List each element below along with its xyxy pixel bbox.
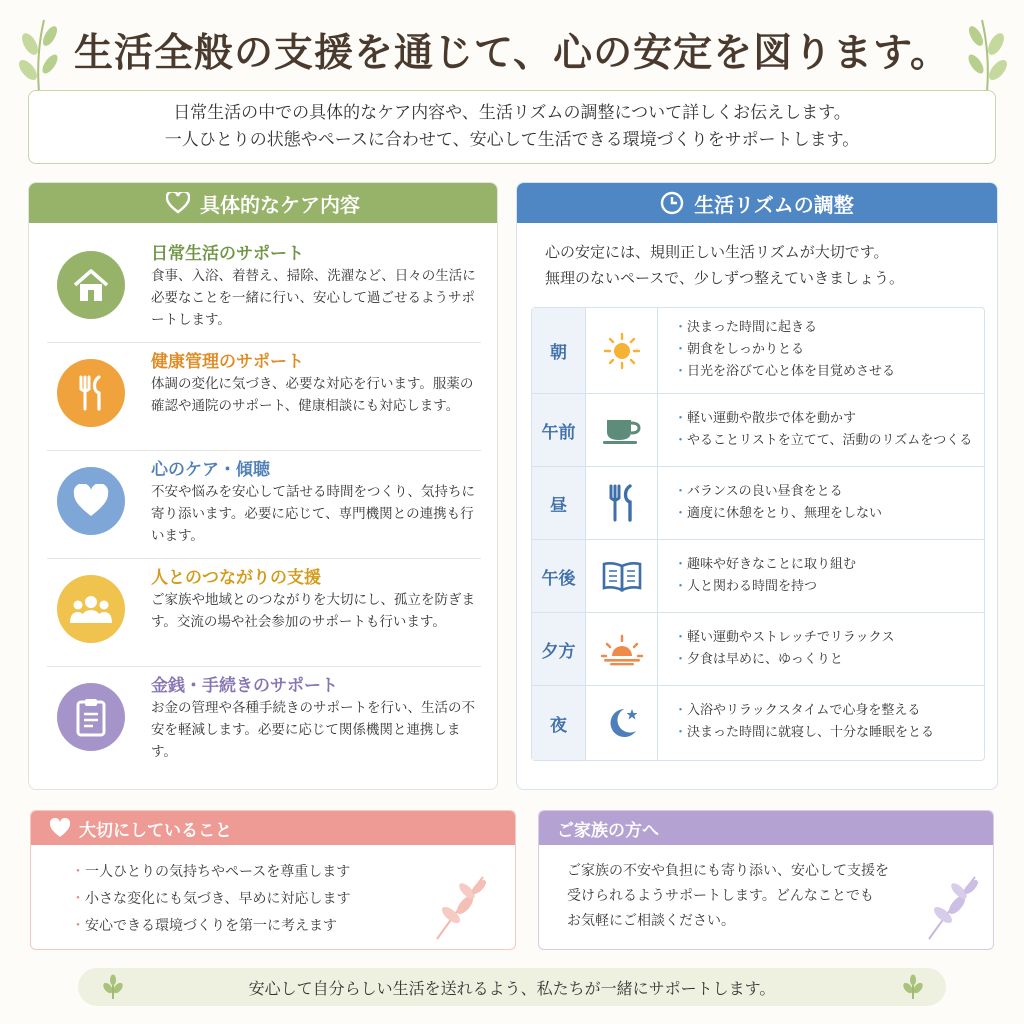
heart-icon [49, 818, 71, 838]
rhythm-row-items [674, 700, 934, 744]
rhythm-item: ・ 朝食をしっかりとる [674, 339, 895, 361]
important-item: ・ 安心できる環境づくりを第一に考えます [71, 913, 350, 940]
rhythm-row-items [674, 481, 882, 525]
leaf-sprig-icon [923, 871, 983, 943]
family-line-2: 受けられるようサポートします。どんなことでも [567, 888, 874, 904]
sun-icon [586, 308, 658, 393]
family-line-3: お気軽にご相談ください。 [567, 913, 735, 929]
rhythm-item: ・ 日光を浴びて心と体を目覚めさせる [674, 361, 895, 383]
care-item-desc: 食事、入浴、着替え、掃除、洗濯など、日々の生活に必要なことを一緒に行い、安心して過ごせるようサポートします。 [151, 268, 476, 328]
rhythm-panel-title: 生活リズムの調整 [694, 192, 854, 217]
sunset-icon [586, 613, 658, 685]
rhythm-item: ・ 軽い運動や散歩で体を動かす [674, 408, 972, 430]
rhythm-intro-line-1: 心の安定には、規則正しい生活リズムが大切です。 [545, 243, 889, 261]
care-item-title: 日常生活のサポート [151, 244, 304, 264]
care-panel-title: 具体的なケア内容 [200, 192, 360, 217]
care-item-finance [47, 667, 481, 775]
rhythm-row-label: 朝 [532, 308, 586, 393]
utensils-icon [586, 467, 658, 539]
rhythm-item: ・ 入浴やリラックスタイムで心身を整える [674, 700, 934, 722]
rhythm-item: ・ バランスの良い昼食をとる [674, 481, 882, 503]
book-icon [586, 540, 658, 612]
rhythm-row-items [674, 317, 895, 383]
people-icon [57, 575, 125, 643]
rhythm-item: ・ 決まった時間に起きる [674, 317, 895, 339]
cup-icon [586, 394, 658, 466]
leaf-icon-right [900, 974, 926, 1000]
care-item-desc: 体調の変化に気づき、必要な対応を行います。服薬の確認や通院のサポート、健康相談にも対応します。 [151, 376, 474, 414]
rhythm-row-night [532, 686, 984, 760]
rhythm-item: ・ 夕食は早めに、ゆっくりと [674, 649, 895, 671]
rhythm-row-label: 午後 [532, 540, 586, 612]
rhythm-item: ・ 人と関わる時間を持つ [674, 576, 856, 598]
care-item-title: 金銭・手続きのサポート [151, 676, 338, 696]
footer-text: 安心して自分らしい生活を送れるよう、私たちが一緒にサポートします。 [248, 978, 776, 998]
rhythm-panel-header [517, 183, 997, 223]
care-item-mental [47, 451, 481, 559]
rhythm-row-label: 昼 [532, 467, 586, 539]
rhythm-intro-line-2: 無理のないペースで、少しずつ整えていきましょう。 [545, 269, 904, 287]
family-box-title: ご家族の方へ [557, 820, 659, 841]
rhythm-row-afternoon [532, 540, 984, 613]
care-item-desc: お金の管理や各種手続きのサポートを行い、生活の不安を軽減します。必要に応じて関係機関と連携します。 [151, 700, 475, 760]
rhythm-panel [516, 182, 998, 790]
intro-line-1: 日常生活の中での具体的なケア内容や、生活リズムの調整について詳しくお伝えします。 [173, 103, 851, 123]
rhythm-row-label: 夕方 [532, 613, 586, 685]
moon-icon [586, 686, 658, 760]
important-box-header [31, 811, 515, 845]
rhythm-item: ・ 決まった時間に就寝し、十分な睡眠をとる [674, 722, 934, 744]
important-item: ・ 一人ひとりの気持ちやペースを尊重します [71, 859, 350, 886]
care-item-desc: 不安や悩みを安心して話せる時間をつくり、気持ちに寄り添います。必要に応じて、専門機関との連携も行います。 [151, 484, 475, 544]
rhythm-intro [545, 239, 904, 291]
care-item-desc: ご家族や地域とのつながりを大切にし、孤立を防ぎます。交流の場や社会参加のサポートも行います。 [151, 592, 475, 630]
rhythm-row-items [674, 408, 972, 452]
care-item-title: 健康管理のサポート [151, 352, 304, 372]
rhythm-row-items [674, 627, 895, 671]
important-list [71, 859, 350, 940]
rhythm-row-label: 夜 [532, 686, 586, 760]
rhythm-item: ・ 趣味や好きなことに取り組む [674, 554, 856, 576]
care-item-title: 心のケア・傾聴 [151, 460, 270, 480]
footer-banner [78, 968, 946, 1006]
house-icon [57, 251, 125, 319]
rhythm-row-noon [532, 467, 984, 540]
family-box [538, 810, 994, 950]
rhythm-row-morning [532, 308, 984, 394]
rhythm-item: ・ 軽い運動やストレッチでリラックス [674, 627, 895, 649]
family-box-header [539, 811, 993, 845]
important-box-title: 大切にしていること [79, 820, 232, 841]
family-line-1: ご家族の不安や負担にも寄り添い、安心して支援を [567, 863, 889, 879]
leaf-sprig-icon [431, 871, 491, 943]
intro-box [28, 90, 996, 164]
rhythm-item: ・ やることリストを立てて、活動のリズムをつくる [674, 430, 972, 452]
family-text [567, 859, 927, 934]
important-box [30, 810, 516, 950]
rhythm-row-label: 午前 [532, 394, 586, 466]
heart-hands-icon [166, 192, 190, 214]
utensils-icon [57, 359, 125, 427]
rhythm-item: ・ 適度に休憩をとり、無理をしない [674, 503, 882, 525]
rhythm-table [531, 307, 985, 761]
rhythm-row-forenoon [532, 394, 984, 467]
clock-icon [660, 191, 684, 215]
care-item-daily [47, 235, 481, 343]
care-item-connection [47, 559, 481, 667]
heart-icon [57, 467, 125, 535]
care-panel-header [29, 183, 497, 223]
rhythm-row-evening [532, 613, 984, 686]
leaf-icon-left [100, 974, 126, 1000]
care-item-title: 人とのつながりの支援 [151, 568, 321, 588]
care-item-health [47, 343, 481, 451]
intro-line-2: 一人ひとりの状態やペースに合わせて、安心して生活できる環境づくりをサポートします。 [164, 130, 860, 150]
clipboard-icon [57, 683, 125, 751]
rhythm-row-items [674, 554, 856, 598]
page-title: 生活全般の支援を通じて、心の安定を図ります。 [73, 31, 951, 76]
care-panel [28, 182, 498, 790]
important-item: ・ 小さな変化にも気づき、早めに対応します [71, 886, 350, 913]
